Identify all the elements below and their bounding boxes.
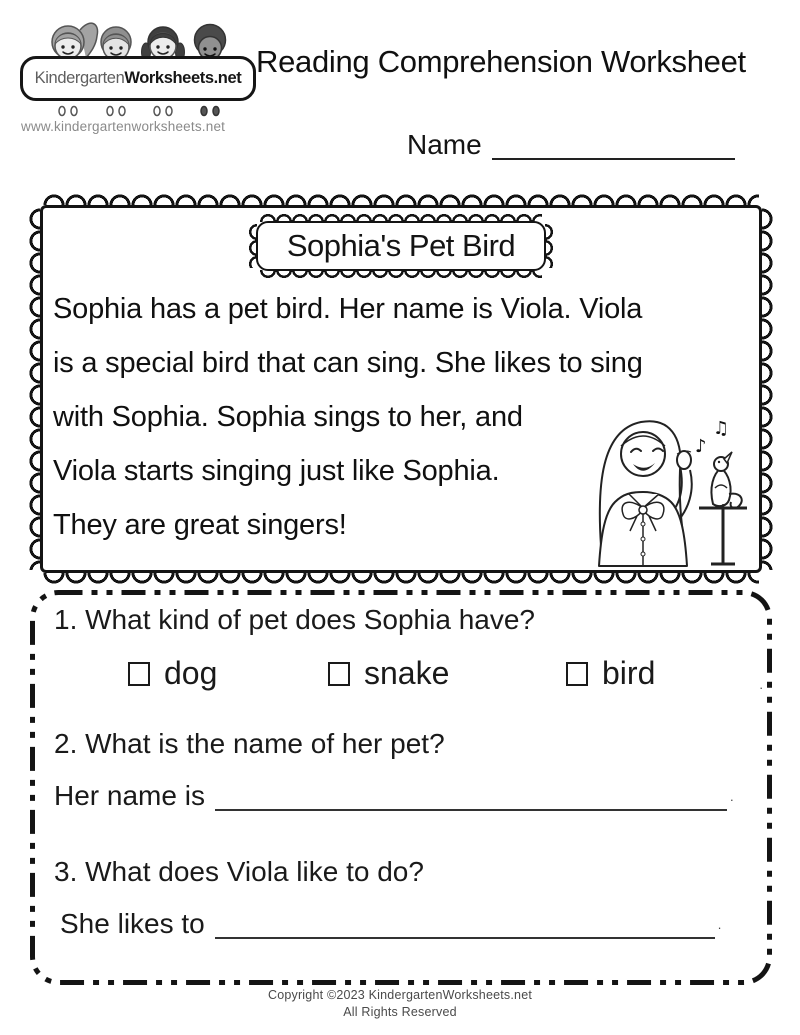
scallop-edge-left — [29, 208, 40, 570]
option-snake-label: snake — [364, 655, 450, 691]
story-line: is a special bird that can sing. She likes to sing — [53, 347, 643, 379]
questions-box — [29, 589, 773, 986]
answer-3-blank-line[interactable] — [215, 911, 715, 939]
page-title: Reading Comprehension Worksheet — [256, 44, 746, 79]
badge-scallop-bottom — [260, 270, 542, 278]
question-2-text: 2. What is the name of her pet? — [54, 728, 445, 759]
website-url: www.kindergartenworksheets.net — [21, 119, 226, 134]
checkbox-dog[interactable] — [128, 662, 150, 686]
question-1-text: 1. What kind of pet does Sophia have? — [54, 604, 535, 635]
name-label: Name — [407, 129, 482, 160]
option-bird — [566, 655, 655, 692]
checkbox-snake[interactable] — [328, 662, 350, 686]
option-dog-label: dog — [164, 655, 218, 691]
story-box — [29, 194, 773, 584]
answer-3-row — [60, 908, 721, 940]
name-blank-line[interactable] — [492, 132, 735, 160]
logo-text-worksheets: Worksheets.net — [124, 69, 242, 87]
option-snake — [328, 655, 449, 692]
option-dog — [128, 655, 217, 692]
story-line: Sophia has a pet bird. Her name is Viola. Viola — [53, 293, 643, 325]
logo-banner — [20, 56, 256, 101]
stray-period: . — [717, 917, 722, 932]
story-line: Viola starts singing just like Sophia. — [53, 455, 500, 487]
question-3-text: 3. What does Viola like to do? — [54, 856, 424, 887]
option-bird-label: bird — [602, 655, 656, 691]
story-line: with Sophia. Sophia sings to her, and — [53, 401, 523, 433]
scallop-edge-bottom — [43, 573, 759, 584]
music-note-icon: ♫ — [713, 418, 730, 439]
checkbox-bird[interactable] — [566, 662, 588, 686]
rights-text: All Rights Reserved — [343, 1005, 457, 1019]
story-text — [53, 282, 643, 552]
girl-and-bird-illustration — [571, 396, 751, 568]
music-note-icon: ♪ — [695, 436, 707, 457]
answer-3-prefix: She likes to — [60, 908, 205, 939]
footer — [0, 987, 800, 1021]
answer-2-prefix: Her name is — [54, 780, 205, 811]
badge-scallop-right — [545, 224, 553, 268]
scallop-edge-right — [762, 208, 773, 570]
name-row — [407, 129, 735, 161]
story-line: They are great singers! — [53, 509, 347, 541]
site-logo — [20, 12, 258, 120]
answer-2-row — [54, 780, 734, 812]
stray-period: . — [729, 789, 734, 804]
story-title-badge — [249, 214, 553, 278]
stray-period: . — [759, 677, 763, 692]
logo-text-kindergarten: Kindergarten — [34, 69, 125, 87]
answer-2-blank-line[interactable] — [215, 783, 727, 811]
story-title: Sophia's Pet Bird — [256, 221, 546, 271]
copyright-text: Copyright ©2023 KindergartenWorksheets.net — [267, 988, 533, 1002]
scallop-edge-top — [43, 194, 759, 205]
